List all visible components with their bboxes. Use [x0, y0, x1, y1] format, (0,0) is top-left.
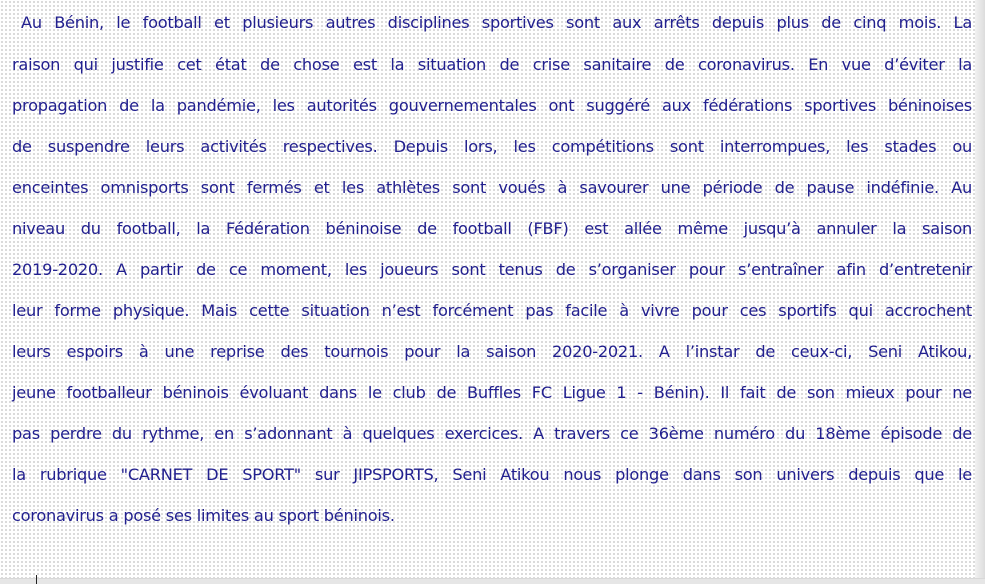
paragraph-line-2: raison qui justifie cet état de chose est la situation de crise sanitaire de coronavirus. En vue d’éviter la — [12, 55, 972, 74]
paragraph-line-8: leur forme physique. Mais cette situation n’est forcément pas facile à vivre pour ces sportifs qui accrochent — [12, 301, 972, 320]
document-body — [12, 0, 972, 536]
paragraph-line-1: Au Bénin, le football et plusieurs autres disciplines sportives sont aux arrêts depuis plus de cinq mois. La — [21, 13, 972, 32]
paragraph-line-13: coronavirus a posé ses limites au sport béninois. — [12, 506, 395, 525]
paragraph-line-7: 2019-2020. A partir de ce moment, les joueurs sont tenus de s’organiser pour s’entraîner afin d’entretenir — [12, 260, 972, 279]
window-edge-bottom — [0, 578, 985, 584]
paragraph-line-6: niveau du football, la Fédération béninoise de football (FBF) est allée même jusqu’à annuler la saison — [12, 219, 972, 238]
paragraph-line-5: enceintes omnisports sont fermés et les athlètes sont voués à savourer une période de pause indéfinie. Au — [12, 178, 972, 197]
paragraph-line-11: pas perdre du rythme, en s’adonnant à quelques exercices. A travers ce 36ème numéro du 18ème épisode de — [12, 424, 972, 443]
paragraph-line-3: propagation de la pandémie, les autorités gouvernementales ont suggéré aux fédérations sportives béninoises — [12, 96, 972, 115]
paragraph-line-12: la rubrique "CARNET DE SPORT" sur JIPSPORTS, Seni Atikou nous plonge dans son univers depuis que le — [12, 465, 972, 484]
text-cursor — [36, 575, 37, 584]
window-edge-right — [975, 0, 985, 584]
paragraph-line-10: jeune footballeur béninois évoluant dans le club de Buffles FC Ligue 1 - Bénin). Il fait de son mieux pour ne — [12, 383, 972, 402]
paragraph-line-9: leurs espoirs à une reprise des tournois pour la saison 2020-2021. A l’instar de ceux-ci, Seni Atikou, — [12, 342, 972, 361]
paragraph-line-4: de suspendre leurs activités respectives. Depuis lors, les compétitions sont interrompues, les stades ou — [12, 137, 972, 156]
